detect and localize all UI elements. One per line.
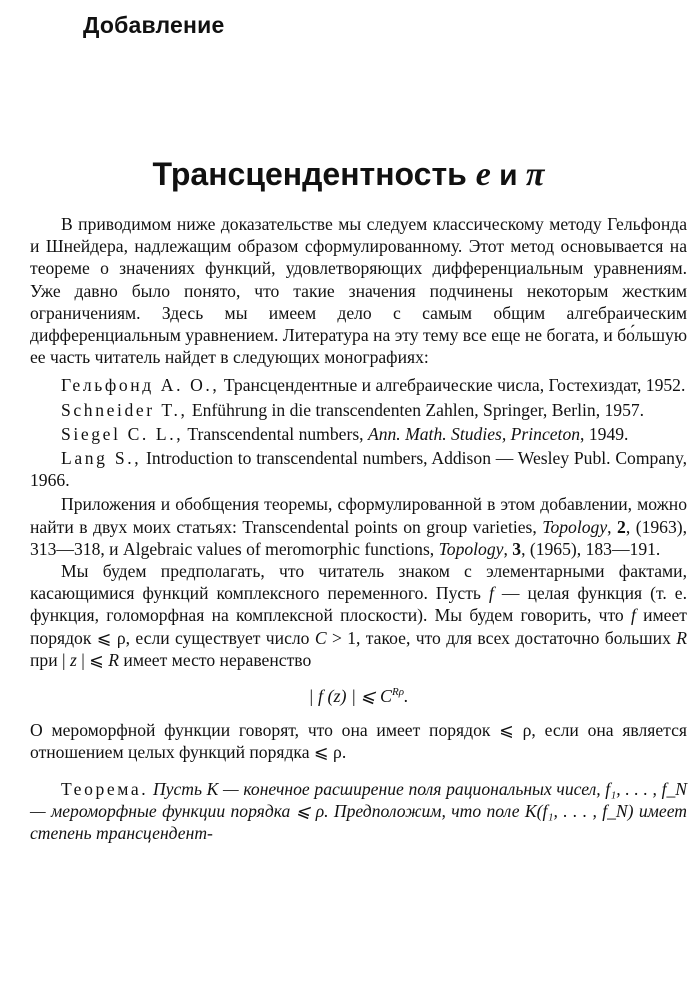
- volume-number: 3: [512, 538, 522, 559]
- reference-text: Transcendental numbers,: [183, 423, 368, 444]
- reference-text: Enführung in die transcendenten Zahlen, Springer, Berlin, 1957.: [187, 399, 645, 420]
- reference-gelfond: [30, 374, 687, 396]
- applications-paragraph: Приложения и обобщения теоремы, сформулированной в этом добавлении, можно найти в двух моих статьях: Transcendental points on group varieties, Topology, 2, (1963), 313—318, и Algebraic values of meromorphic functions, Topology, 3, (1965), 183—191.: [30, 494, 688, 559]
- title-symbol-e: e: [475, 156, 491, 193]
- theorem-label: Теорема.: [61, 778, 149, 799]
- assumption-paragraph: Мы будем предполагать, что читатель знаком с элементарными фактами, касающимися функций комплексного переменного. Пусть f — целая функция (т. е. функция, голоморфная на комплексной плоскости). Мы будем говорить, что f имеет порядок ⩽ ρ, если существует число C > 1, такое, что для всех достаточно больших R при | z | ⩽ R имеет место неравенство: [30, 561, 687, 670]
- intro-paragraph: В приводимом ниже доказательстве мы следуем классическому методу Гельфонда и Шнейдера, надлежащим образом сформулированному. Этот метод основывается на теореме о значениях функций, удовлетворяющих дифференциальным уравнениям. Уже давно было понято, что такие значения подчинены некоторым жестким ограничениям. Здесь мы имеем дело с самым общим алгебраическим дифференциальным уравнением. Литература на эту тему все еще не богата, и бо́льшую ее часть читатель найдет в следующих монографиях:: [30, 214, 687, 368]
- reference-author: Schneider T.,: [61, 399, 188, 420]
- reference-lang: [30, 447, 687, 491]
- reference-author: Lang S.,: [61, 448, 142, 469]
- chapter-title: [0, 156, 697, 194]
- reference-text: Introduction to transcendental numbers, Addison — Wesley Publ. Company, 1966.: [30, 448, 687, 491]
- reference-journal: Ann. Math. Studies, Princeton: [367, 423, 581, 444]
- title-prefix: Трансцендентность: [152, 156, 476, 192]
- running-head: Добавление: [83, 12, 225, 38]
- theorem-statement: [30, 778, 687, 845]
- theorem-text: Пусть K — конечное расширение поля рациональных чисел, f₁, . . . , f_N — мероморфные функции порядка ⩽ ρ. Предположим, что поле K(f₁, . . . , f_N) имеет степень трансцендент-: [30, 778, 687, 844]
- journal-topology: Topology: [542, 516, 608, 537]
- reference-author: Siegel C. L.,: [61, 423, 184, 444]
- reference-text: Трансцендентные и алгебраические числа, Гостехиздат, 1952.: [219, 375, 686, 396]
- reference-siegel: [30, 423, 687, 445]
- reference-schneider: [30, 399, 687, 421]
- reference-tail: , 1949.: [580, 423, 629, 444]
- title-symbol-pi: π: [525, 156, 545, 193]
- meromorphic-definition: О мероморфной функции говорят, что она имеет порядок ⩽ ρ, если она является отношением целых функций порядка ⩽ ρ.: [30, 720, 687, 763]
- journal-topology: Topology: [438, 538, 504, 559]
- volume-number: 2: [617, 516, 626, 537]
- title-conjunction: и: [490, 159, 526, 192]
- reference-author: Гельфонд А. О.,: [61, 375, 220, 396]
- body-text: [30, 213, 687, 844]
- growth-inequality: | f (z) | ⩽ $C^{R\rho}$.: [308, 686, 409, 707]
